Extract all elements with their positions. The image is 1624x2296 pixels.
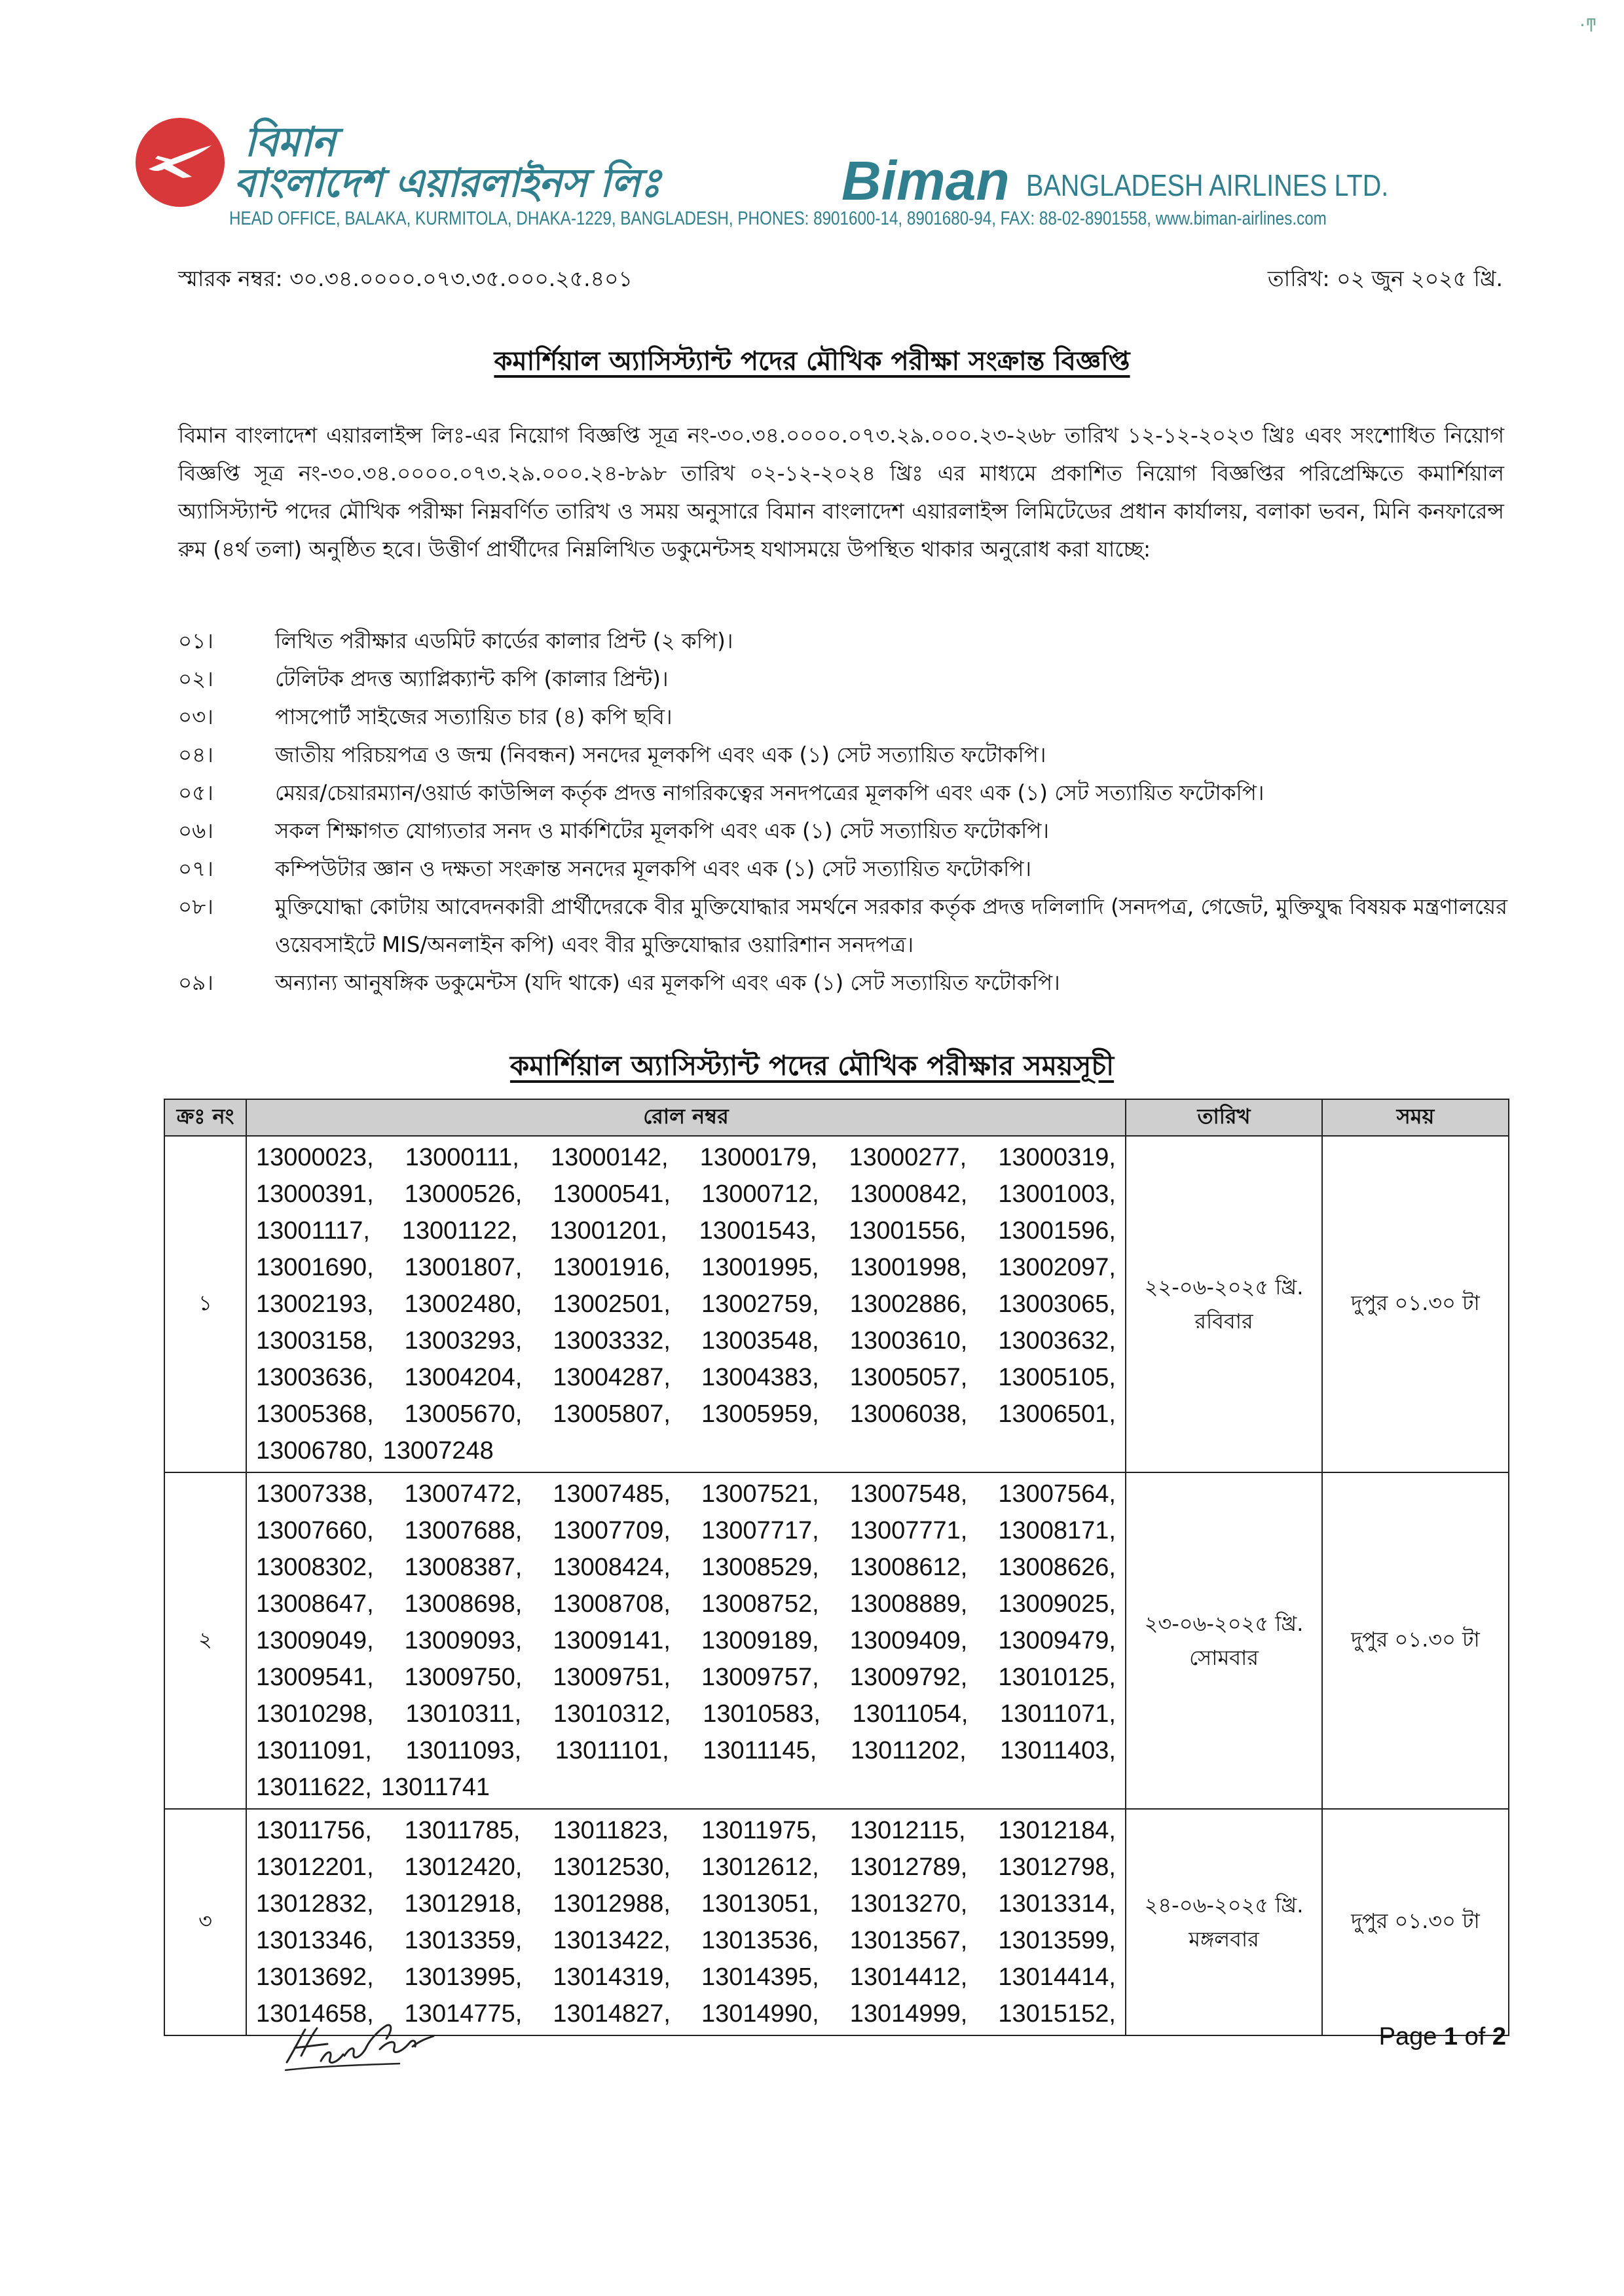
- roll-number: 13008889,: [849, 1590, 968, 1618]
- roll-number: 13000142,: [550, 1144, 669, 1171]
- roll-number: 13010311,: [405, 1700, 522, 1728]
- date-cell: [1126, 1472, 1322, 1809]
- roll-number: 13000712,: [701, 1180, 819, 1208]
- roll-number: 13007660,: [256, 1517, 374, 1544]
- roll-number: 13014412,: [849, 1963, 968, 1991]
- roll-number: 13011054,: [852, 1700, 969, 1728]
- roll-number-line: [256, 1139, 1116, 1176]
- roll-number: 13009025,: [998, 1590, 1116, 1618]
- document-item-text: জাতীয় পরিচয়পত্র ও জন্ম (নিবন্ধন) সনদের মূলকপি এবং এক (১) সেট সত্যায়িত ফটোকপি।: [275, 742, 1046, 767]
- brand-english-subtitle: BANGLADESH AIRLINES LTD.: [1026, 168, 1389, 202]
- roll-number: 13003636,: [256, 1364, 374, 1391]
- roll-number: 13000319,: [998, 1144, 1116, 1171]
- roll-number: 13007248: [382, 1437, 494, 1465]
- notice-body: বিমান বাংলাদেশ এয়ারলাইন্স লিঃ-এর নিয়োগ বিজ্ঞপ্তি সূত্র নং-৩০.৩৪.০০০০.০৭৩.২৯.০০০.২৩-২৬৮ তারিখ ১২-১২-২০২৩ খ্রিঃ এবং সংশোধিত নিয়োগ বিজ্ঞপ্তি সূত্র নং-৩০.৩৪.০০০০.০৭৩.২৯.০০০.২৪-৮৯৮ তারিখ ০২-১২-২০২৪ খ্রিঃ এর মাধ্যমে প্রকাশিত নিয়োগ বিজ্ঞপ্তির পরিপ্রেক্ষিতে কমার্শিয়াল অ্যাসিস্ট্যান্ট পদের মৌখিক পরীক্ষা নিম্নবর্ণিত তারিখ ও সময় অনুসারে বিমান বাংলাদেশ এয়ারলাইন্স লিমিটেডের প্রধান কার্যালয়, বলাকা ভবন, মিনি কনফারেন্স রুম (৪র্থ তলা) অনুষ্ঠিত হবে। উত্তীর্ণ প্রার্থীদের নিম্নলিখিত ডকুমেন্টসহ যথাসময়ে উপস্থিত থাকার অনুরোধ করা যাচ্ছে:: [178, 423, 1504, 562]
- roll-number: 13005368,: [256, 1400, 374, 1428]
- roll-number: 13011091,: [256, 1737, 372, 1764]
- roll-number: 13012789,: [849, 1853, 968, 1881]
- roll-number: 13008698,: [404, 1590, 523, 1618]
- roll-number: 13013422,: [553, 1927, 671, 1954]
- roll-number: 13007709,: [553, 1517, 671, 1544]
- roll-number: 13007472,: [404, 1480, 523, 1508]
- roll-number: 13000023,: [256, 1144, 374, 1171]
- document-item: [178, 812, 1507, 850]
- roll-number: 13008387,: [404, 1554, 523, 1581]
- page-number: Page 1 of 2: [1378, 2023, 1506, 2050]
- roll-number: 13005807,: [553, 1400, 671, 1428]
- roll-number: 13011975,: [701, 1817, 817, 1844]
- brand-bangla-line2: বাংলাদেশ এয়ারলাইনস লিঃ: [234, 160, 661, 206]
- roll-number: 13009189,: [701, 1627, 819, 1654]
- weekday-value: সোমবার: [1189, 1645, 1259, 1670]
- document-item: [178, 660, 1507, 698]
- document-item-text: টেলিটক প্রদত্ত অ্যাপ্লিক্যান্ট কপি (কালার প্রিন্ট)।: [275, 666, 669, 691]
- roll-number: 13007521,: [701, 1480, 819, 1508]
- roll-number: 13004204,: [404, 1364, 523, 1391]
- roll-number: 13012184,: [998, 1817, 1116, 1844]
- roll-number: 13006038,: [849, 1400, 968, 1428]
- document-item-number: ০৮।: [178, 894, 213, 919]
- roll-number: 13002759,: [701, 1290, 819, 1318]
- roll-number: 13001201,: [549, 1217, 667, 1245]
- roll-number: 13014414,: [998, 1963, 1116, 1991]
- roll-number-line: [256, 1622, 1116, 1659]
- roll-number: 13003548,: [701, 1327, 819, 1355]
- weekday-value: মঙ্গলবার: [1189, 1927, 1259, 1952]
- time-cell: দুপুর ০১.৩০ টা: [1322, 1809, 1509, 2035]
- roll-number-line: [256, 1696, 1116, 1732]
- roll-number: 13009750,: [404, 1664, 523, 1691]
- roll-number: 13008302,: [256, 1554, 374, 1581]
- roll-number: 13013692,: [256, 1963, 374, 1991]
- date-value: ২৩-০৬-২০২৫ খ্রি.: [1144, 1611, 1304, 1636]
- document-item: [178, 622, 1507, 660]
- roll-number: 13011093,: [405, 1737, 522, 1764]
- roll-number: 13009751,: [553, 1664, 671, 1691]
- serial-cell: ৩: [164, 1809, 246, 2035]
- roll-number: 13000111,: [405, 1144, 519, 1171]
- schedule-title: কমার্শিয়াল অ্যাসিস্ট্যান্ট পদের মৌখিক পরীক্ষার সময়সূচী: [509, 1049, 1115, 1082]
- serial-cell: ২: [164, 1472, 246, 1809]
- document-item-text: সকল শিক্ষাগত যোগ্যতার সনদ ও মার্কশিটের মূলকপি এবং এক (১) সেট সত্যায়িত ফটোকপি।: [275, 818, 1049, 843]
- document-item: [178, 698, 1507, 736]
- roll-number: 13003332,: [553, 1327, 671, 1355]
- required-documents-list: [178, 622, 1507, 1002]
- roll-number-line: [256, 1476, 1116, 1512]
- roll-number: 13009479,: [998, 1627, 1116, 1654]
- roll-number: 13013567,: [849, 1927, 968, 1954]
- roll-number: 13014827,: [553, 2000, 671, 2028]
- letterhead: [134, 117, 1483, 247]
- roll-number: 13007688,: [404, 1517, 523, 1544]
- roll-numbers-cell: [246, 1472, 1126, 1809]
- roll-number: 13005670,: [404, 1400, 523, 1428]
- roll-number: 13011756,: [256, 1817, 372, 1844]
- roll-number: 13007485,: [553, 1480, 671, 1508]
- roll-number-line: [256, 1359, 1116, 1396]
- roll-number: 13011202,: [850, 1737, 967, 1764]
- roll-number: 13009093,: [404, 1627, 523, 1654]
- roll-number: 13012918,: [404, 1890, 523, 1918]
- roll-number: 13010312,: [553, 1700, 671, 1728]
- document-item-number: ০৭।: [178, 856, 213, 881]
- document-item: [178, 774, 1507, 812]
- roll-number: 13013359,: [404, 1927, 523, 1954]
- roll-number: 13012530,: [553, 1853, 671, 1881]
- roll-number: 13011622,: [256, 1774, 372, 1801]
- roll-number: 13014658,: [256, 2000, 374, 2028]
- roll-number-line: [256, 1849, 1116, 1886]
- roll-number: 13013051,: [701, 1890, 819, 1918]
- roll-number: 13012201,: [256, 1853, 374, 1881]
- document-item-number: ০৫।: [178, 780, 213, 805]
- roll-number: 13009049,: [256, 1627, 374, 1654]
- roll-number-line: [256, 1586, 1116, 1622]
- roll-number: 13001690,: [256, 1254, 374, 1281]
- document-item-number: ০৯।: [178, 970, 213, 995]
- document-item-number: ০৪।: [178, 742, 213, 767]
- date-value: ২২-০৬-২০২৫ খ্রি.: [1144, 1275, 1304, 1300]
- roll-number: 13008171,: [998, 1517, 1116, 1544]
- roll-number-line: [256, 1176, 1116, 1212]
- roll-number-line: [256, 1286, 1116, 1322]
- roll-number: 13011403,: [1000, 1737, 1116, 1764]
- roll-number: 13013314,: [998, 1890, 1116, 1918]
- roll-number: 13005057,: [849, 1364, 968, 1391]
- roll-number: 13008424,: [553, 1554, 671, 1581]
- header-date: তারিখ: [1126, 1099, 1322, 1136]
- roll-number: 13002097,: [998, 1254, 1116, 1281]
- document-item: [178, 736, 1507, 774]
- roll-number: 13003632,: [998, 1327, 1116, 1355]
- document-item-number: ০৩।: [178, 704, 213, 729]
- roll-number: 13002886,: [849, 1290, 968, 1318]
- roll-number: 13001916,: [553, 1254, 671, 1281]
- roll-number: 13011741: [380, 1774, 490, 1801]
- roll-number: 13006501,: [998, 1400, 1116, 1428]
- memo-date: তারিখ: ০২ জুন ২০২৫ খ্রি.: [1267, 266, 1503, 291]
- weekday-value: রবিবার: [1194, 1309, 1253, 1334]
- roll-number-line: [256, 1549, 1116, 1586]
- roll-numbers-cell: [246, 1809, 1126, 2035]
- roll-number: 13013536,: [701, 1927, 819, 1954]
- roll-number: 13011785,: [404, 1817, 521, 1844]
- date-cell: [1126, 1136, 1322, 1472]
- roll-number: 13001122,: [401, 1217, 518, 1245]
- roll-number-line: [256, 1249, 1116, 1286]
- corner-scan-mark: ·ͳ: [1579, 14, 1598, 36]
- roll-number: 13002480,: [404, 1290, 523, 1318]
- head-office-address: HEAD OFFICE, BALAKA, KURMITOLA, DHAKA-1229, BANGLADESH, PHONES: 8901600-14, 8901680-94, FAX: 88-02-8901558, www.biman-airlines.com: [229, 208, 1327, 229]
- header-serial: ক্রঃ নং: [164, 1099, 246, 1136]
- roll-number: 13000541,: [553, 1180, 671, 1208]
- roll-number: 13007717,: [701, 1517, 819, 1544]
- roll-number: 13015152,: [998, 2000, 1116, 2028]
- document-item-text: পাসপোর্ট সাইজের সত্যায়িত চার (৪) কপি ছবি।: [275, 704, 673, 729]
- roll-number: 13001807,: [404, 1254, 523, 1281]
- roll-number: 13008612,: [849, 1554, 968, 1581]
- roll-number-line: [256, 1886, 1116, 1922]
- roll-number: 13014395,: [701, 1963, 819, 1991]
- roll-number: 13008752,: [701, 1590, 819, 1618]
- document-item-text: লিখিত পরীক্ষার এডমিট কার্ডের কালার প্রিন্ট (২ কপি)।: [275, 629, 733, 653]
- document-item-number: ০৬।: [178, 818, 213, 843]
- notice-title: কমার্শিয়াল অ্যাসিস্ট্যান্ট পদের মৌখিক পরীক্ষা সংক্রান্ত বিজ্ঞপ্তি: [494, 346, 1130, 376]
- roll-number: 13012832,: [256, 1890, 374, 1918]
- roll-number: 13007548,: [849, 1480, 968, 1508]
- schedule-row: [164, 1136, 1509, 1472]
- roll-number: 13000526,: [404, 1180, 523, 1208]
- roll-number: 13003293,: [404, 1327, 523, 1355]
- roll-number: 13005105,: [998, 1364, 1116, 1391]
- roll-number: 13014775,: [404, 2000, 523, 2028]
- roll-number: 13001117,: [256, 1217, 370, 1245]
- schedule-row: [164, 1809, 1509, 2035]
- roll-number: 13000277,: [849, 1144, 967, 1171]
- memo-reference: স্মারক নম্বর: ৩০.৩৪.০০০০.০৭৩.৩৫.০০০.২৫.৪০১: [178, 266, 633, 291]
- roll-number-line: [256, 1212, 1116, 1249]
- document-item-number: ০১।: [178, 629, 213, 653]
- roll-number: 13010298,: [256, 1700, 374, 1728]
- brand-bangla-line1: বিমান: [244, 118, 335, 166]
- time-cell: দুপুর ০১.৩০ টা: [1322, 1136, 1509, 1472]
- document-item-text: মুক্তিযোদ্ধা কোটায় আবেদনকারী প্রার্থীদেরকে বীর মুক্তিযোদ্ধার সমর্থনে সরকার কর্তৃক প্রদত্ত দলিলাদি (সনদপত্র, গেজেট, মুক্তিযুদ্ধ বিষয়ক মন্ত্রণালয়ের ওয়েবসাইটে MIS/অনলাইন কপি) এবং বীর মুক্তিযোদ্ধার ওয়ারিশান সনদপত্র।: [275, 894, 1507, 957]
- roll-number: 13001998,: [849, 1254, 968, 1281]
- roll-number: 13013270,: [849, 1890, 968, 1918]
- roll-number: 13008708,: [553, 1590, 671, 1618]
- roll-number-line: [256, 1659, 1116, 1696]
- roll-number: 13013995,: [404, 1963, 523, 1991]
- roll-number: 13010583,: [703, 1700, 821, 1728]
- roll-number-line: [256, 1322, 1116, 1359]
- roll-number-line: [256, 1922, 1116, 1959]
- roll-number: 13008626,: [998, 1554, 1116, 1581]
- header-roll-number: রোল নম্বর: [246, 1099, 1126, 1136]
- roll-number: 13004383,: [701, 1364, 819, 1391]
- roll-numbers-cell: [246, 1136, 1126, 1472]
- roll-number: 13014319,: [553, 1963, 671, 1991]
- time-cell: দুপুর ০১.৩০ টা: [1322, 1472, 1509, 1809]
- roll-number-line: [256, 1769, 1116, 1806]
- roll-number: 13009141,: [553, 1627, 671, 1654]
- roll-number: 13011101,: [555, 1737, 669, 1764]
- roll-number: 13014990,: [701, 2000, 819, 2028]
- roll-number: 13012798,: [998, 1853, 1116, 1881]
- roll-number-line: [256, 1732, 1116, 1769]
- document-item-text: কম্পিউটার জ্ঞান ও দক্ষতা সংক্রান্ত সনদের মূলকপি এবং এক (১) সেট সত্যায়িত ফটোকপি।: [275, 856, 1032, 881]
- roll-number: 13003065,: [998, 1290, 1116, 1318]
- roll-number: 13012115,: [849, 1817, 966, 1844]
- roll-number: 13000391,: [256, 1180, 374, 1208]
- roll-number: 13002501,: [553, 1290, 671, 1318]
- roll-number: 13013346,: [256, 1927, 374, 1954]
- roll-number-line: [256, 1512, 1116, 1549]
- roll-number: 13012988,: [553, 1890, 671, 1918]
- roll-number: 13004287,: [553, 1364, 671, 1391]
- roll-number-line: [256, 1959, 1116, 1995]
- serial-cell: ১: [164, 1136, 246, 1472]
- document-item-number: ০২।: [178, 666, 213, 691]
- roll-number: 13006780,: [256, 1437, 374, 1465]
- document-item: [178, 888, 1507, 964]
- roll-number: 13011823,: [553, 1817, 669, 1844]
- roll-number: 13007771,: [849, 1517, 968, 1544]
- roll-number: 13009409,: [849, 1627, 968, 1654]
- roll-number: 13003610,: [849, 1327, 968, 1355]
- roll-number: 13011145,: [703, 1737, 817, 1764]
- roll-number: 13001543,: [699, 1217, 817, 1245]
- roll-number: 13012612,: [701, 1853, 819, 1881]
- roll-number: 13008529,: [701, 1554, 819, 1581]
- roll-number: 13007338,: [256, 1480, 374, 1508]
- document-item: [178, 850, 1507, 888]
- roll-number: 13003158,: [256, 1327, 374, 1355]
- document-item: [178, 964, 1507, 1002]
- roll-number: 13001995,: [701, 1254, 819, 1281]
- roll-number: 13014999,: [849, 2000, 968, 2028]
- roll-number: 13010125,: [998, 1664, 1116, 1691]
- roll-number: 13009757,: [701, 1664, 819, 1691]
- date-value: ২৪-০৬-২০২৫ খ্রি.: [1144, 1893, 1304, 1918]
- signature-image: [282, 2010, 439, 2082]
- roll-number: 13001556,: [848, 1217, 967, 1245]
- roll-number-line: [256, 1812, 1116, 1849]
- document-item-text: মেয়র/চেয়ারম্যান/ওয়ার্ড কাউন্সিল কর্তৃক প্রদত্ত নাগরিকত্বের সনদপত্রের মূলকপি এবং এক (১) সেট সত্যায়িত ফটোকপি।: [275, 780, 1264, 805]
- schedule-table: [164, 1099, 1509, 2036]
- date-cell: [1126, 1809, 1322, 2035]
- document-item-text: অন্যান্য আনুষঙ্গিক ডকুমেন্টস (যদি থাকে) এর মূলকপি এবং এক (১) সেট সত্যায়িত ফটোকপি।: [275, 970, 1060, 995]
- brand-english: Biman: [841, 150, 1010, 211]
- roll-number: 13000842,: [849, 1180, 968, 1208]
- schedule-row: [164, 1472, 1509, 1809]
- roll-number: 13000179,: [699, 1144, 818, 1171]
- roll-number: 13009792,: [849, 1664, 968, 1691]
- roll-number: 13009541,: [256, 1664, 374, 1691]
- roll-number: 13008647,: [256, 1590, 374, 1618]
- roll-number: 13001003,: [998, 1180, 1116, 1208]
- biman-logo-icon: [134, 117, 226, 208]
- roll-number-line: [256, 1396, 1116, 1432]
- roll-number: 13001596,: [998, 1217, 1116, 1245]
- roll-number: 13013599,: [998, 1927, 1116, 1954]
- schedule-header-row: [164, 1099, 1509, 1136]
- roll-number-line: [256, 1432, 1116, 1469]
- roll-number: 13011071,: [1000, 1700, 1116, 1728]
- header-time: সময়: [1322, 1099, 1509, 1136]
- roll-number: 13002193,: [256, 1290, 374, 1318]
- roll-number: 13012420,: [404, 1853, 523, 1881]
- roll-number: 13005959,: [701, 1400, 819, 1428]
- roll-number: 13007564,: [998, 1480, 1116, 1508]
